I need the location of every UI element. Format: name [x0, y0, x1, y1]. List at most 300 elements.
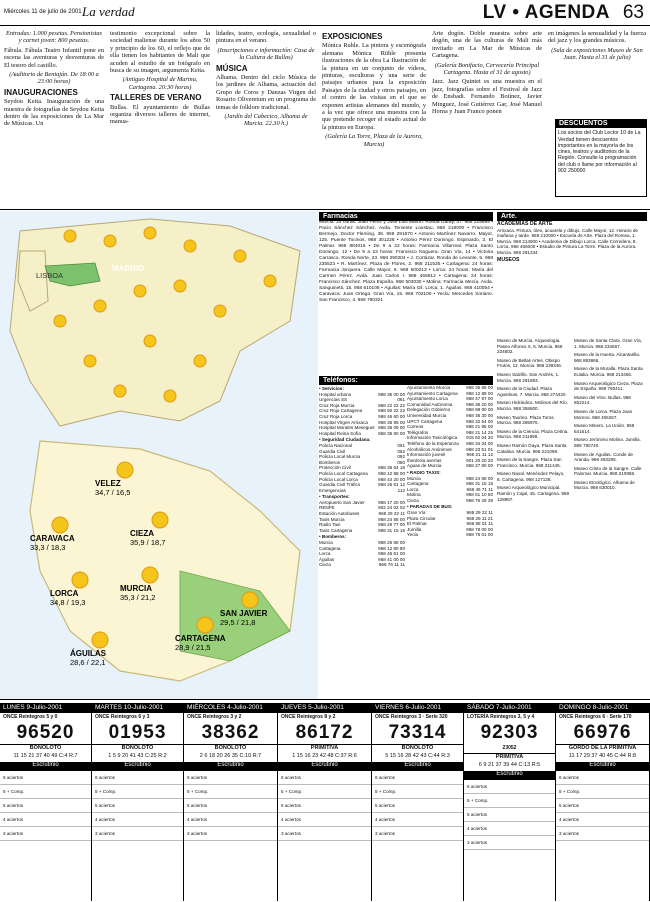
phone-label: • Bomberos: — [319, 534, 347, 540]
phone-number: 968 46 61 00 — [378, 551, 405, 557]
museum-entry: Museo de la Sangre. Plaza San Francisco. Murcia. 968 211445. — [497, 457, 562, 468]
issue-date: Miércoles 11 de julio de 2001 — [4, 9, 82, 15]
sun-icon — [144, 335, 156, 347]
phone-label: Iberdrola averías — [407, 457, 442, 463]
phone-label: Teléfono de la Esperanza — [407, 440, 459, 446]
city-name: MURCIA — [120, 584, 152, 593]
phone-number: 968 12 80 80 — [378, 545, 405, 551]
city-name: LORCA — [50, 589, 79, 598]
phone-label: Policía Local Lorca — [319, 476, 358, 482]
phone-number: 968 98 90 00 — [466, 407, 493, 413]
phone-label: Radio Taxi — [319, 522, 341, 528]
phone-label: UPCT Cartagena — [407, 418, 443, 424]
escrutinio-row — [184, 799, 277, 813]
agenda-item-bullas: Bullas. El ayuntamiento de Bullas organiza diversos talleres de internet, manua- — [110, 103, 210, 126]
escrutinio-row — [92, 785, 183, 799]
phone-number: 968 47 97 00 — [466, 396, 493, 402]
escrutinio-header: Escrutinio — [278, 762, 371, 771]
venue-note: (Auditorio de Beniaján. De 18:00 a 23:00 horas) — [9, 71, 99, 86]
escrutinio-row — [278, 771, 371, 785]
phone-label: Correos — [407, 424, 424, 430]
sun-icon — [134, 285, 146, 297]
lottery-draw-label: BONOLOTO — [372, 744, 463, 753]
phone-number: 968 61 10 50 — [466, 492, 493, 498]
lottery-game: ONCE Reintegros 3 · Serie 320 — [375, 714, 448, 720]
escrutinio-category: 5 aciertos — [467, 812, 487, 817]
phone-number: 968 36 95 00 — [378, 419, 405, 425]
sun-icon — [264, 275, 276, 287]
phone-label: Universidad Murcia — [407, 412, 447, 418]
escrutinio-row — [184, 813, 277, 827]
phone-label: Bomberos — [319, 459, 340, 465]
escrutinio-category: 4 aciertos — [187, 817, 207, 822]
escrutinio-row — [184, 785, 277, 799]
sun-icon — [242, 592, 258, 608]
phone-label: Cruz Roja Lorca — [319, 413, 353, 419]
museum-entry: Museo de Murcia. Arqueología. Paseo Alfonso X, 5. Murcia. 968 234602. — [497, 338, 563, 355]
escrutinio-row — [278, 827, 371, 841]
phone-number: 968 41 00 00 — [378, 556, 405, 562]
escrutinio-row — [556, 799, 649, 813]
sun-icon — [92, 632, 108, 648]
phone-number: 901 20 20 20 — [466, 457, 493, 463]
phone-label: Telégrafos — [407, 429, 429, 435]
lottery-day: VIERNES 6-Julio-2001 — [372, 703, 463, 713]
city-temperatures: 34,7 / 16,5 — [95, 488, 131, 497]
escrutinio-category: 5 aciertos — [375, 803, 395, 808]
escrutinio-row — [464, 808, 555, 822]
escrutinio-category: 6 aciertos — [3, 775, 23, 780]
city-temperatures: 34,8 / 19,3 — [50, 598, 86, 607]
escrutinio-row — [556, 785, 649, 799]
escrutinio-row — [184, 827, 277, 841]
phone-label: Lorca — [407, 486, 419, 492]
phone-number: 968 23 51 01 — [466, 446, 493, 452]
heading-exposiciones: EXPOSICIONES — [322, 32, 383, 41]
lottery-day-panel — [184, 703, 278, 901]
phone-label: Información juvenil — [407, 452, 446, 458]
lottery-draw-label: GORDO DE LA PRIMITIVA — [556, 744, 649, 753]
escrutinio-row — [372, 827, 463, 841]
phone-number: 968 29 77 00 — [378, 522, 405, 528]
phone-label: Hospital Reina Sofía — [319, 430, 361, 436]
phone-label: Taxis Murcia — [319, 516, 345, 522]
agenda-item-fabula: Fábula. Fábula Teatro Infantil pone en escena las aventuras y desventuras de El tesoro del castillo. — [4, 46, 104, 69]
phone-number: 968 17 20 00 — [378, 499, 405, 505]
phone-number: 968 24 88 00 — [466, 475, 493, 481]
lottery-second-number: 23052 — [502, 745, 517, 751]
city-name: VELEZ — [95, 479, 121, 488]
lottery-draw-label: PRIMITIVA — [464, 753, 555, 762]
venue-note: (Inscripciones e información: Casa de la Cultura de Bullas) — [217, 46, 315, 62]
phone-label: Policía Local Cartagena — [319, 470, 368, 476]
phone-number: 062 — [397, 448, 405, 454]
phone-label: Cruz Roja Murcia — [319, 402, 355, 408]
escrutinio-row — [372, 785, 463, 799]
phone-number: 968 88 01 11 — [466, 521, 493, 527]
museum-entry: Museo de Santa Clara. Gran Vía, 1. Murcia. 968 234567. — [574, 338, 642, 349]
phone-number: 968 21 14 25 — [466, 429, 493, 435]
phone-label: Delegación Gobierno — [407, 407, 451, 413]
agenda-item-ruhle: Mónica Ruhle. La pintora y escenógrafa alemana Mónica Rühle presenta ilustraciones de la obra La Ilustración de la pintura en un conjunto de vídeos, pinturas, esculturas y una serie de paisajes urbanos para la exposición Paisajes de la ciudad y otros paisajes, en el centro de las visitas en el que se exponen artistas alemanes del mundo, y a la vez que ofrece una muestra con la que pretende recoger el estado actual de la pintura en Europa. — [322, 42, 426, 131]
venue-note: (Galería Bonifacio, Cervecería Principal Cartagena. Hasta el 31 de agosto) — [434, 61, 540, 77]
phone-number: 968 36 64 16 — [378, 465, 405, 471]
lottery-day: MARTES 10-Julio-2001 — [92, 703, 183, 713]
section-divider — [0, 209, 650, 210]
agenda-item-dogon: Arte dogón. Doble muestra sobre arte dogón, una de las culturas de Mali más invitado en La Mar de Músicas de Cartagena. — [432, 30, 542, 60]
museum-entry: Museo de la Muralla. Plaza Santa Eulalia. Murcia. 968 213456. — [574, 366, 643, 377]
phone-number: 968 46 60 00 — [378, 413, 405, 419]
farmacias-header: Farmacias — [319, 212, 493, 221]
museum-entry: Museo de la Ciencia. Plaza Cetina. Murcia. 968 211998. — [497, 428, 569, 440]
city-name: CARTAGENA — [175, 634, 226, 643]
sun-icon — [234, 250, 246, 262]
lottery-day: MIÉRCOLES 4-Julio-2001 — [184, 703, 277, 713]
escrutinio-row — [372, 813, 463, 827]
phone-label: Águilas — [319, 556, 335, 562]
museum-entry: Museo del Vino. Bullas. 968 652214. — [574, 394, 631, 406]
phone-number: 968 34 34 00 — [466, 440, 493, 446]
phone-number: 915 62 04 20 — [466, 435, 493, 441]
arte-header: Arte. — [497, 212, 647, 221]
lottery-draw-numbers: 1 5 9 20 41 43 C:25 R:2 — [108, 753, 167, 759]
phone-label: Yecla — [407, 532, 419, 538]
phone-label: Policía Nacional — [319, 442, 352, 448]
lottery-draw-numbers: 2 6 18 20 26 35 C:10 R:7 — [199, 753, 262, 759]
escrutinio-row — [278, 813, 371, 827]
escrutinio-category: 3 aciertos — [281, 831, 301, 836]
escrutinio-category: 3 aciertos — [375, 831, 395, 836]
phone-label: RENFE — [319, 505, 335, 511]
sun-icon — [72, 572, 88, 588]
museum-entry: Museo de la Huerta. Alcantarilla. 968 893866. — [574, 352, 641, 363]
heading-musica: MÚSICA — [216, 63, 248, 73]
lottery-number: 66976 — [573, 722, 632, 743]
phone-label: Aguas de Murcia — [407, 463, 442, 469]
escrutinio-category: 6 aciertos — [95, 775, 115, 780]
sun-icon — [54, 315, 66, 327]
sun-icon — [104, 235, 116, 247]
escrutinio-row — [92, 827, 183, 841]
phone-row — [407, 463, 493, 469]
phone-number: 968 21 11 12 — [466, 452, 493, 458]
sun-icon — [184, 240, 196, 252]
phone-row — [407, 532, 493, 538]
city-temperatures: 35,3 / 21,2 — [120, 593, 156, 602]
city-temperatures: 35,9 / 18,7 — [130, 538, 166, 547]
museum-entry: Museo Arqueológico Cieza. Plaza de España. 968 760411. — [574, 380, 643, 392]
phone-label: Molina — [407, 492, 421, 498]
escrutinio-category: 5 aciertos — [187, 803, 207, 808]
museum-entry: Museo de Lorca. Plaza Juan Moreno. 968 406267. — [574, 408, 633, 420]
phone-number: 902 24 02 02 — [378, 505, 405, 511]
museum-entry: Museo Arqueológico Municipal. Ramón y Cajal, 45. Cartagena. 968 128967. — [497, 485, 570, 502]
phone-label: Cieza — [319, 562, 331, 568]
museum-entry: Museo de la Ciudad. Plaza Agustinas, 7. Murcia. 968 274420. — [497, 386, 567, 397]
phone-label: Ayuntamiento Cartagena — [407, 390, 458, 396]
escrutinio-header: Escrutinio — [0, 762, 91, 771]
museum-entry: Museo de Bellas Artes. Obispo Frutos, 12. Murcia. 968 239346. — [497, 357, 563, 369]
telefonos-table — [319, 385, 493, 693]
phone-label: Guardia Civil Tráfico — [319, 482, 361, 488]
city-name: ÁGUILAS — [70, 649, 106, 658]
discount-box — [555, 119, 647, 197]
discount-text: Los socios del Club Lector 10 de La Verdad tienen descuentos importantes en la mayoría de los cines, teatros y auditorios de la Región. Consulte la programación del club o llame por información al 902 250000 — [558, 130, 641, 175]
phone-label: Policía Local Murcia — [319, 454, 361, 460]
escrutinio-category: 3 aciertos — [559, 831, 579, 836]
phone-label: Emergencias — [319, 487, 346, 493]
weather-map — [0, 211, 318, 699]
sun-icon — [194, 355, 206, 367]
sun-icon — [84, 355, 96, 367]
phone-label: • PARADAS DE BUS: — [407, 504, 453, 510]
escrutinio-category: 4 aciertos — [559, 817, 579, 822]
museum-entry: Museo de Águilas. Conde de Aranda. 968 493285. — [574, 451, 633, 463]
escrutinio-row — [92, 771, 183, 785]
academias-heading: ACADEMIAS DE ARTE — [497, 221, 553, 227]
escrutinio-row — [92, 813, 183, 827]
museos-column-right — [574, 338, 646, 494]
agenda-column-3 — [216, 30, 316, 206]
lottery-number: 73314 — [388, 722, 447, 743]
phone-label: Plaza Circular — [407, 515, 436, 521]
phone-number: 968 36 20 00 — [466, 401, 493, 407]
escrutinio-header: Escrutinio — [92, 762, 183, 771]
lottery-number: 86172 — [295, 722, 354, 743]
museum-entry: Museo Taurino. Plaza Toros. Murcia. 968 285976. — [497, 414, 555, 426]
phone-number: 968 36 09 00 — [378, 425, 405, 431]
phone-label: Hospital Morales Meseguer — [319, 425, 375, 431]
phone-label: Cartagena — [407, 481, 429, 487]
lottery-day: JUEVES 5-Julio-2001 — [278, 703, 371, 713]
phone-label: • Seguridad Ciudadana: — [319, 437, 371, 443]
escrutinio-category: 3 aciertos — [95, 831, 115, 836]
phone-label: El Palmar — [407, 521, 427, 527]
escrutinio-row — [556, 827, 649, 841]
section-title: LV • AGENDA — [482, 2, 610, 23]
city-temperatures: 29,5 / 21,8 — [220, 618, 256, 627]
phone-number: 968 50 22 22 — [378, 408, 405, 414]
phone-number: 968 31 15 15 — [378, 527, 405, 533]
lottery-game: ONCE Reintegros 6 y 3 — [95, 714, 150, 720]
phone-number: 968 75 01 00 — [466, 532, 493, 538]
lottery-draw-label: BONOLOTO — [0, 744, 91, 753]
phone-label: Ayuntamiento Lorca — [407, 396, 448, 402]
lottery-day-panel — [278, 703, 372, 901]
lottery-draw-label: PRIMITIVA — [278, 744, 371, 753]
museos-column-left — [497, 338, 569, 505]
phone-number: 968 12 88 00 — [466, 390, 493, 396]
phone-number: 968 27 80 00 — [466, 463, 493, 469]
page-header — [0, 0, 650, 26]
lottery-game: ONCE Reintegros 8 y 2 — [281, 714, 336, 720]
phone-number: 968 25 61 12 — [378, 482, 405, 488]
escrutinio-row — [556, 771, 649, 785]
museum-entry: Museo Jerónimo Molina. Jumilla. 968 780740. — [574, 437, 641, 448]
escrutinio-category: 5 aciertos — [281, 803, 301, 808]
academias-text: Arrixaca. Pintura, óleo, acuarela y dibujo. Calle Mayor, 12. Horario de mañana y tarde. 968 210000 • Escuela de Arte. Plaza del Romea, 1. Murcia. 968 214500 • Academia de Dibujo Lorca. Calle Corredera, 8. Lorca. 968 466000 • Estudio de Pintura La Torre. Plaza de la Aurora. Murcia. 968 291234 — [497, 227, 638, 255]
escrutinio-category: 5 + Comp. — [467, 798, 489, 803]
sun-icon — [152, 512, 168, 528]
escrutinio-category: 3 aciertos — [467, 840, 487, 845]
lottery-draw-numbers: 5 15 16 28 42 43 C:44 R:3 — [385, 753, 450, 759]
phone-label: Gran Vía — [407, 510, 426, 516]
phone-label: Ayuntamiento Murcia — [407, 385, 451, 390]
escrutinio-row — [464, 794, 555, 808]
museum-entry: Museo Salzillo. San Andrés, 1. Murcia. 968 291893. — [497, 371, 560, 383]
agenda-item-keita-cont: testimonio excepcional sobre la sociedad maliense durante los años 50 y principio de los 60, el reflejo que de ella tienen los habitantes de Mali que acuden al estudio de un fotógrafo en busca de su imagen, argumenta Keita. — [110, 30, 210, 75]
escrutinio-category: 3 aciertos — [187, 831, 207, 836]
escrutinio-category: 5 aciertos — [3, 803, 23, 808]
phone-number: 061 — [397, 397, 405, 403]
phone-number: 091 — [397, 442, 405, 448]
sun-icon — [197, 617, 213, 633]
escrutinio-row — [184, 771, 277, 785]
heading-talleres: TALLERES DE VERANO — [110, 93, 202, 103]
escrutinio-row — [278, 785, 371, 799]
phone-number: 080 — [397, 459, 405, 465]
sun-icon — [214, 305, 226, 317]
city-temperatures: 28,9 / 21,5 — [175, 643, 211, 652]
phone-label: Lorca — [319, 551, 331, 557]
escrutinio-header: Escrutinio — [464, 771, 555, 780]
lottery-number: 92303 — [480, 722, 539, 743]
escrutinio-header: Escrutinio — [184, 762, 277, 771]
museum-entry: Museo Naval. Menéndez Pelayo, 8. Cartagena. 968 127138. — [497, 471, 565, 482]
phone-label: Cruz Roja Cartagena — [319, 408, 363, 414]
escrutinio-category: 3 aciertos — [3, 831, 23, 836]
lottery-day-panel — [556, 703, 650, 901]
city-temperatures: 28,6 / 22,1 — [70, 658, 106, 667]
escrutinio-category: 5 + Comp. — [187, 789, 209, 794]
escrutinio-row — [0, 785, 91, 799]
phone-number: 968 31 15 15 — [466, 481, 493, 487]
phone-number: 968 35 86 00 — [466, 385, 493, 390]
venue-note: (Galería La Torre, Plaza de la Aurora, Murcia) — [325, 133, 423, 148]
heading-inauguraciones: INAUGURACIONES — [4, 87, 78, 97]
city-temperatures: 33,3 / 18,3 — [30, 543, 66, 552]
venue-note: (Sala de exposiciones Museo de San Juan. Hasta el 31 de julio) — [551, 46, 643, 62]
escrutinio-row — [372, 771, 463, 785]
escrutinio-category: 5 + Comp. — [3, 789, 25, 794]
lottery-divider — [0, 699, 650, 700]
sun-icon — [94, 300, 106, 312]
agenda-item-bullas-cont: lidades, teatro, ecología, sexualidad o pintura en el verano. — [216, 30, 316, 45]
venue-note: (Antiguo Hospital de Marina, Cartagena. 20:30 horas) — [122, 76, 198, 91]
escrutinio-row — [278, 799, 371, 813]
sun-icon — [52, 517, 68, 533]
phone-number: 968 46 71 11 — [466, 486, 493, 492]
escrutinio-header: Escrutinio — [556, 762, 649, 771]
museos-heading: MUSEOS — [497, 256, 520, 263]
escrutinio-category: 4 aciertos — [95, 817, 115, 822]
escrutinio-category: 4 aciertos — [467, 826, 487, 831]
escrutinio-row — [0, 813, 91, 827]
phone-number: 968 24 88 00 — [378, 516, 405, 522]
museum-entry: Museo Hidráulico. Molinos del Río. Murcia. 968 358600. — [497, 400, 568, 411]
phone-number: 968 29 11 21 — [466, 515, 493, 521]
phone-number: 968 21 95 00 — [466, 424, 493, 430]
escrutinio-category: 5 aciertos — [559, 803, 579, 808]
sun-icon — [144, 227, 156, 239]
phone-label: Estación Autobuses — [319, 511, 360, 517]
lottery-draw-label: BONOLOTO — [92, 744, 183, 753]
price-note: Entradas: 1.000 pesetas. Pensionistas y carnet joven: 800 pesetas. — [5, 30, 103, 45]
phone-label: Guardia Civil — [319, 448, 346, 454]
escrutinio-category: 4 aciertos — [375, 817, 395, 822]
lottery-day-panel — [92, 703, 184, 901]
agenda-column-5 — [432, 30, 542, 206]
agenda-column-2 — [110, 30, 210, 206]
escrutinio-row — [464, 822, 555, 836]
lottery-game: ONCE Reintegros 3 y 2 — [187, 714, 242, 720]
newspaper-brand: La verdad — [82, 4, 135, 19]
escrutinio-header: Escrutinio — [372, 762, 463, 771]
phone-label: Comunidad Autónoma — [407, 401, 453, 407]
escrutinio-category: 4 aciertos — [3, 817, 23, 822]
museum-entry: Museo Ramón Gaya. Plaza Santa Catalina. Murcia. 968 221099. — [497, 442, 567, 454]
phone-label: Cieza — [407, 497, 419, 503]
phone-number: 968 25 88 00 — [378, 540, 405, 546]
phone-number: 968 22 22 22 — [378, 402, 405, 408]
phone-number: 968 32 54 00 — [466, 418, 493, 424]
city-name: CIEZA — [130, 529, 154, 538]
lottery-day: LUNES 9-Julio-2001 — [0, 703, 91, 713]
sun-icon — [117, 462, 133, 478]
escrutinio-row — [0, 827, 91, 841]
weather-map-svg — [0, 211, 318, 699]
phone-label: Urgencias SS — [319, 397, 348, 403]
agenda-item-keita: Seydou Keita. Inauguración de una muestra de fotografías de Seydou Keita dentro de las exposiciones de La Mar de Músicas. Un — [4, 98, 104, 128]
phone-label: Cartagena — [319, 545, 341, 551]
phone-label: Jumilla — [407, 526, 422, 532]
lottery-draw-numbers: 6 9 21 37 39 44 C:13 R:5 — [478, 762, 541, 768]
phone-number: 968 29 22 11 — [466, 510, 493, 516]
sun-icon — [114, 385, 126, 397]
lottery-draw-numbers: 11 15 21 37 40 49 C:4 R:7 — [13, 753, 78, 759]
farmacias-text: Murcia: 24 horas: Juan Pérez y José Luis Martín. Ronda Garay, 37. 968 218899 • Pacio Sánchez Sánchez. Avda. Teniente Loustau, 968 218000 • Francisco Bermejo. Doctor Fleming, 38. 968 291670 • Antonio Martínez Navarro. Mayor, 125. Puente Tocinos, 968 301226 • Antonio Pérez Domingo. Espinardo, 3. El Palmar. 968 884016 • De 9 a 22 horas: Farmacia Villarreal. Plaza Santo Domingo, 12 • De 9 a 23 horas: Francisco Noguera. Gran Vía, 14 • Victoria Carrasco. Ronda Norte, 23. 968 290204 • J. Cortázar. Ronda de Levante, 5. 968 235523 • R. Martínez. Plaza de Flores, 2. 968 211535 • Cartagena: 24 horas: Farmacia Jorquera. Calle Mayor, 8. 968 500213 • Lorca: 24 horas: María del Carmen Pérez. Avda. Juan Carlos I. 968 466812 • Cartagena: 24 horas: Francisco Sánchez. Plaza España. 968 503030 • Molina: Farmacia Mecía. Avda. Sanguinetti, 15. 968 610108 • Águilas: María Gil. Lorca, 1. Águilas. 968 410054 • Caravaca: Juan Ortega. Gran Vía, 15. 968 702100 • Yecla: Mercedes Soriano. San Francisco, 4. 968 790321 — [319, 220, 493, 303]
escrutinio-row — [0, 771, 91, 785]
escrutinio-category: 5 + Comp. — [281, 789, 303, 794]
lottery-draw-numbers: 11 17 29 37 40 45 C:44 R:8 — [568, 753, 637, 759]
phone-label: Aeropuerto San Javier — [319, 499, 365, 505]
phone-label: Hospital Virgen Arrixaca — [319, 419, 368, 425]
lottery-game: LOTERÍA Reintegros 3, 5 y 4 — [467, 714, 535, 720]
phone-label: Hospital urbano — [319, 391, 352, 397]
telefonos-column-left — [319, 385, 405, 568]
escrutinio-row — [556, 813, 649, 827]
escrutinio-row — [464, 836, 555, 850]
museum-entry: Museo Cristo de la Sangre. Calle Palomar. Murcia. 968 210988. — [574, 465, 642, 477]
phone-number: 968 78 00 00 — [466, 526, 493, 532]
phone-label: Protección Civil — [319, 465, 351, 471]
phone-label: • Transportes: — [319, 494, 350, 500]
phone-label: Murcia — [319, 540, 333, 546]
phone-row — [319, 528, 405, 534]
agenda-column-1 — [4, 30, 104, 206]
escrutinio-row — [92, 799, 183, 813]
phone-row — [407, 498, 493, 504]
telefonos-column-right — [407, 385, 493, 538]
escrutinio-row — [0, 799, 91, 813]
agenda-column-6 — [548, 30, 646, 116]
lottery-day: DOMINGO 8-Julio-2001 — [556, 703, 649, 713]
phone-number: 968 12 88 00 — [378, 470, 405, 476]
escrutinio-category: 5 + Comp. — [95, 789, 117, 794]
escrutinio-category: 6 aciertos — [281, 775, 301, 780]
phone-number: 092 — [397, 454, 405, 460]
city-name: SAN JAVIER — [220, 609, 268, 618]
